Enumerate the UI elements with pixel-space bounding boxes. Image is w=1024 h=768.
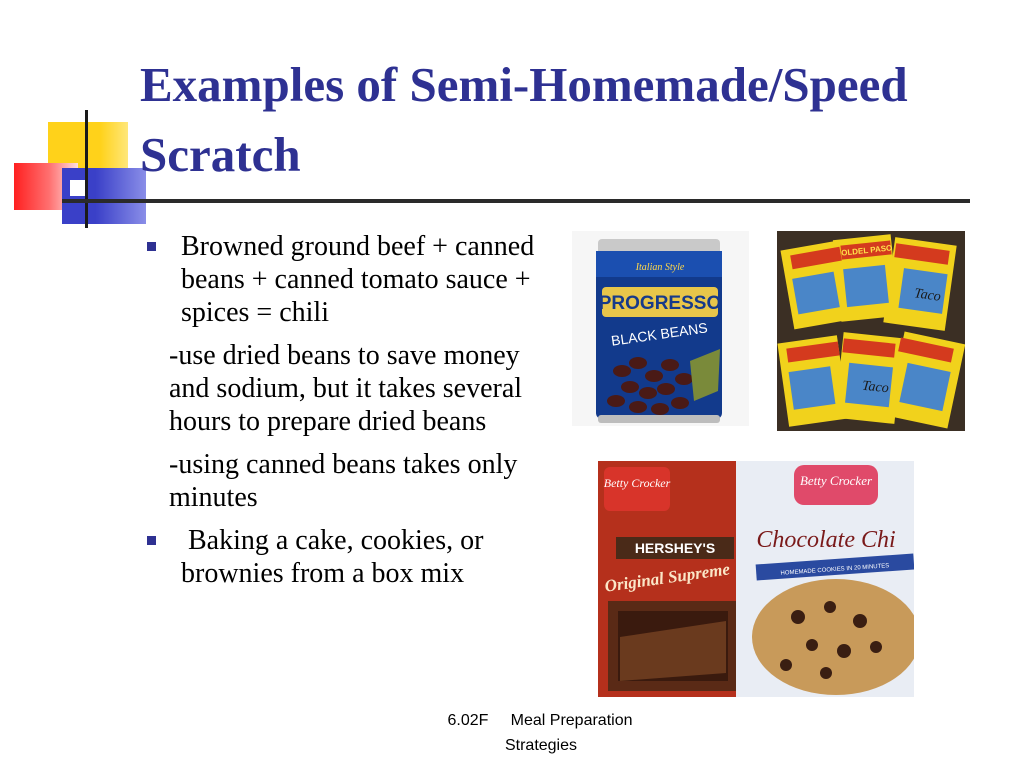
slide-footer [400, 708, 680, 758]
sub-point-text: -use dried beans to save money and sodium, but it takes several hours to prepare dried beans [169, 340, 523, 437]
title-underline [62, 199, 970, 203]
sub-point-dried-beans [147, 339, 547, 438]
bullet-text: Baking a cake, cookies, or brownies from a box mix [181, 525, 491, 589]
footer-title-1: Meal Preparation [510, 712, 633, 729]
decor-blue-square [62, 168, 146, 224]
taco-product-label: Taco [861, 378, 890, 397]
brownie-product: Original Supreme [603, 559, 731, 596]
photo-canned-black-beans [572, 231, 749, 426]
brownie-brand: Betty Crocker [603, 476, 671, 490]
taco-brand-label: OLDEL PASO [840, 243, 893, 258]
can-tagline: Italian Style [635, 262, 685, 273]
decor-vertical-line [85, 110, 88, 228]
square-bullet-icon [147, 536, 156, 545]
bullet-chili [147, 230, 547, 329]
cookie-product: Chocolate Chi [756, 527, 896, 553]
cookie-brand: Betty Crocker [799, 473, 873, 488]
black-beans-can-illustration [572, 231, 749, 426]
box-mixes-illustration [598, 461, 914, 697]
cookie-tagline: HOMEMADE COOKIES IN 20 MINUTES [780, 563, 890, 577]
sub-point-text: -using canned beans takes only minutes [169, 449, 518, 513]
can-product: BLACK BEANS [610, 319, 709, 349]
bullet-text: Browned ground beef + canned beans + canned tomato sauce + spices = chili [181, 231, 535, 328]
taco-product-label: Taco [913, 286, 942, 305]
taco-packets-illustration [777, 231, 965, 431]
sub-point-canned-beans [147, 448, 547, 514]
square-bullet-icon [147, 242, 156, 251]
footer-line-1 [400, 708, 680, 733]
photo-taco-seasoning [777, 231, 965, 431]
photo-box-mixes [598, 461, 914, 697]
footer-title-2: Strategies [504, 737, 578, 754]
footer-code: 6.02F [447, 712, 489, 729]
slide-body [147, 228, 547, 590]
slide-title: Examples of Semi-Homemade/Speed Scratch [140, 57, 908, 182]
can-brand: PROGRESSO [598, 293, 722, 314]
brownie-line: HERSHEY'S [634, 540, 716, 556]
bullet-baking [147, 524, 547, 590]
